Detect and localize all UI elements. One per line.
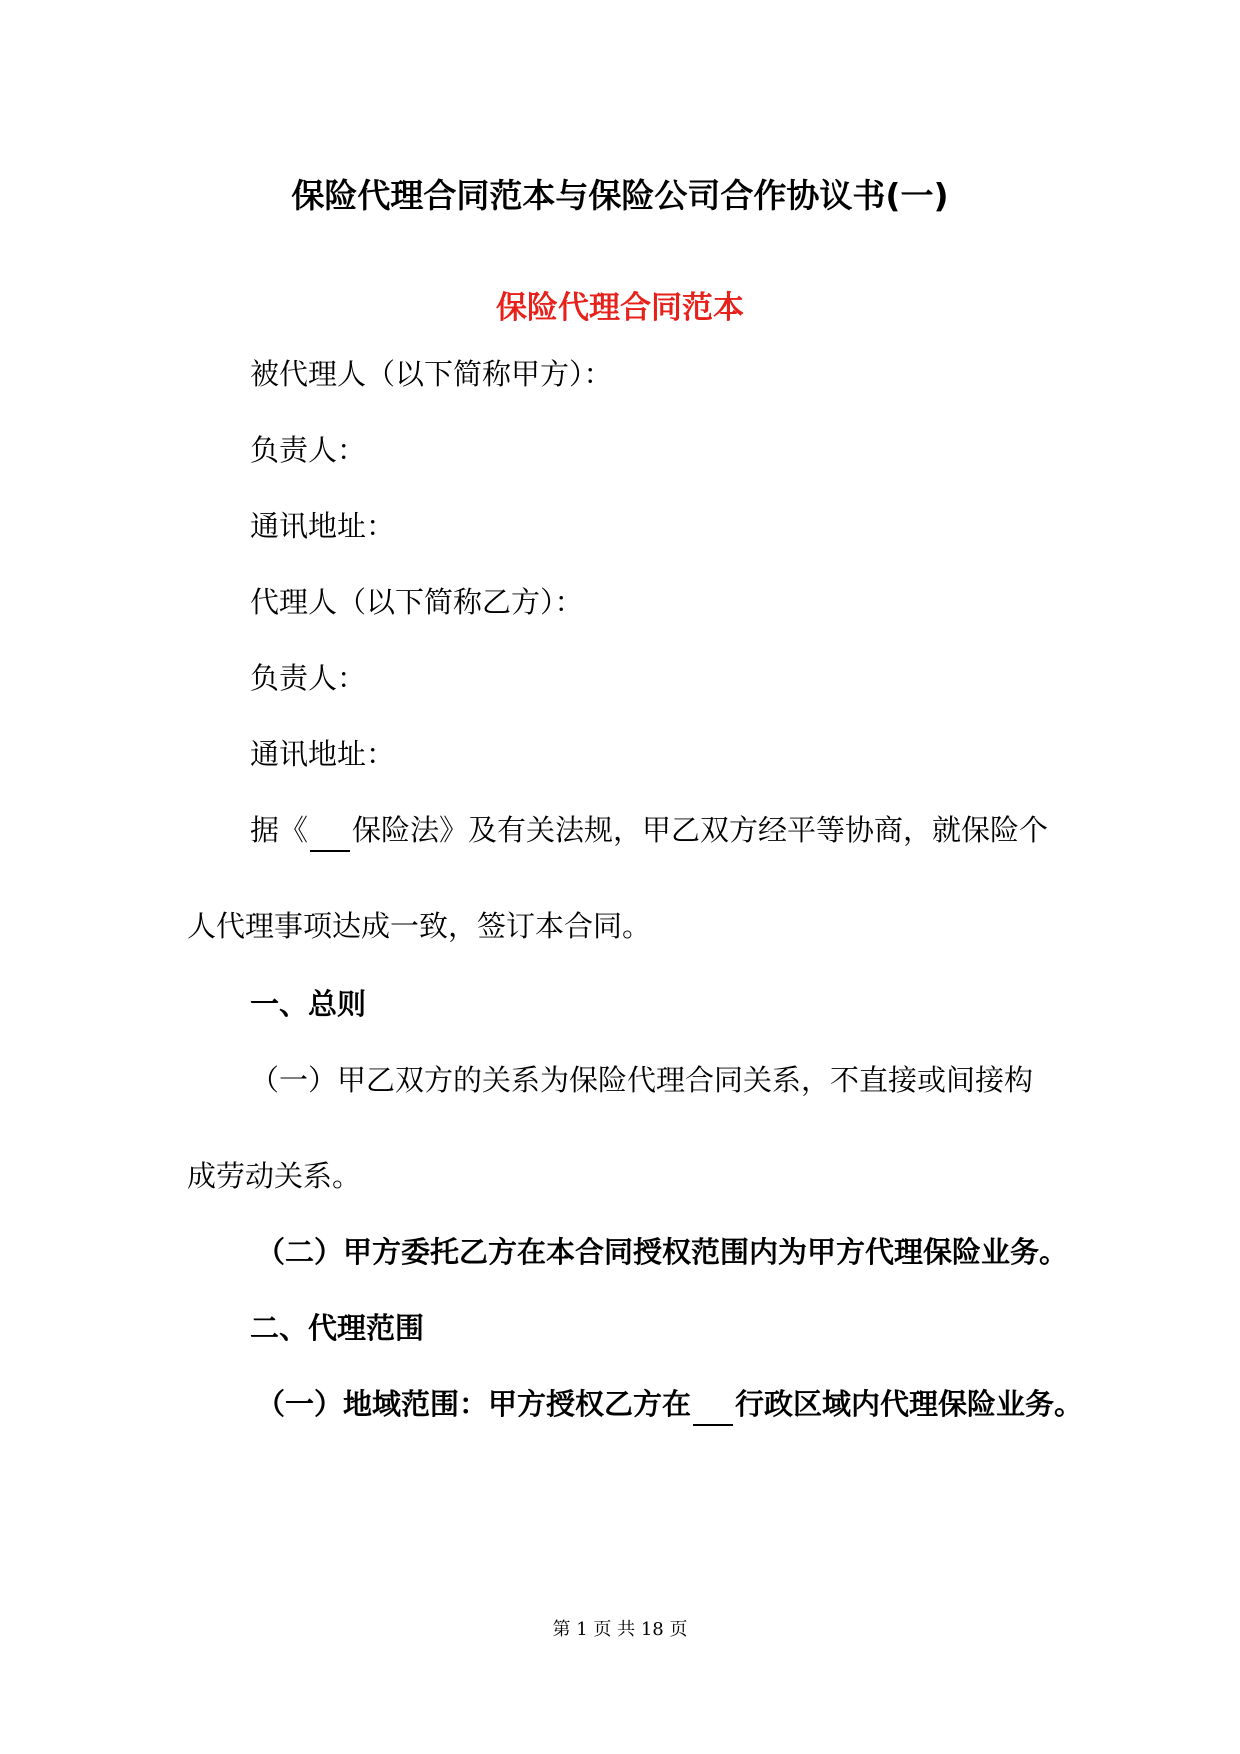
clause-1-1: （一）甲乙双方的关系为保险代理合同关系，不直接或间接构 [250, 1063, 1034, 1097]
contract-subtitle: 保险代理合同范本 [496, 290, 744, 326]
document-title: 保险代理合同范本与保险公司合作协议书(一) [291, 176, 949, 215]
clause-2-1-text-end: 行政区域内代理保险业务。 [735, 1387, 1084, 1421]
clause-2-1-text-start: （一）地域范围：甲方授权乙方在 [256, 1387, 692, 1421]
section-2-heading: 二、代理范围 [250, 1311, 425, 1345]
principal-address-line: 通讯地址： [250, 509, 396, 543]
principal-head-line: 负责人： [250, 433, 367, 467]
law-name-blank [310, 810, 350, 852]
clause-1-2: （二）甲方委托乙方在本合同授权范围内为甲方代理保险业务。 [256, 1235, 1069, 1269]
basis-paragraph-continuation: 人代理事项达成一致，签订本合同。 [187, 909, 652, 943]
agent-address-line: 通讯地址： [250, 737, 396, 771]
clause-1-1-continuation: 成劳动关系。 [187, 1159, 362, 1193]
basis-paragraph-line [250, 810, 1048, 852]
basis-text-start: 据《 [250, 813, 309, 847]
agent-head-line: 负责人： [250, 661, 367, 695]
region-blank [693, 1384, 733, 1426]
basis-text-end: 保险法》及有关法规，甲乙双方经平等协商，就保险个 [352, 813, 1049, 847]
agent-line: 代理人（以下简称乙方）： [250, 585, 584, 619]
principal-line: 被代理人（以下简称甲方）： [250, 357, 613, 391]
section-1-heading: 一、总则 [250, 987, 367, 1021]
clause-2-1 [256, 1384, 1083, 1426]
page-number-footer: 第 1 页 共 18 页 [552, 1619, 688, 1640]
